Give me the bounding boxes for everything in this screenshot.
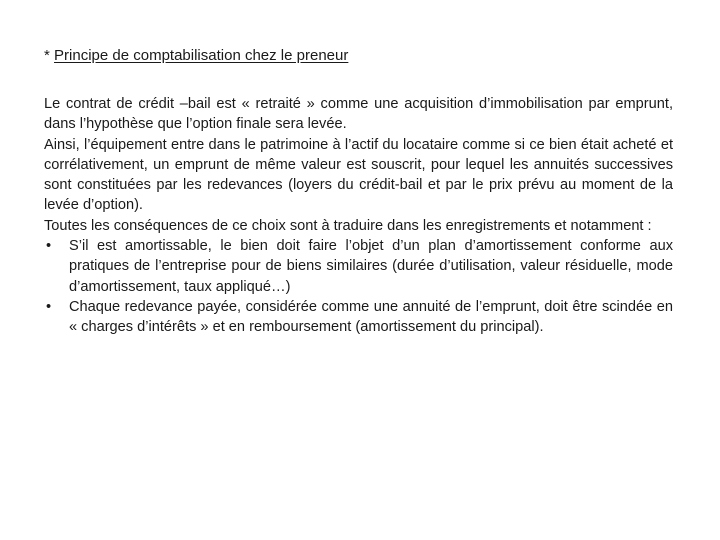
bullet-text: S’il est amortissable, le bien doit faire l’objet d’un plan d’amortissement conforme aux pratiques de l’entreprise pour de biens similaires (durée d’utilisation, valeur résiduelle, mode d’amortissement, taux appliqué…)	[69, 238, 673, 295]
bullet-item-amortissement	[44, 236, 673, 297]
paragraph-consequences: Toutes les conséquences de ce choix sont à traduire dans les enregistrements et notamment :	[44, 217, 652, 234]
section-heading	[44, 46, 348, 66]
bullet-item-redevance	[44, 297, 673, 338]
bullet-list	[44, 236, 673, 337]
bullet-icon: •	[46, 238, 52, 255]
bullet-icon: •	[46, 298, 52, 315]
body-text	[44, 94, 673, 338]
paragraph-equipement: Ainsi, l’équipement entre dans le patrimoine à l’actif du locataire comme si ce bien était acheté et corrélativement, un emprunt de même valeur est souscrit, pour lequel les annuités successives sont constituées par les redevances (loyers du crédit-bail et par le prix prévu au moment de la levée d’option).	[44, 136, 673, 214]
heading-marker: *	[44, 47, 55, 64]
bullet-text: Chaque redevance payée, considérée comme une annuité de l’emprunt, doit être scindée en « charges d’intérêts » et en remboursement (amortissement du principal).	[69, 298, 673, 336]
paragraph-retraitement: Le contrat de crédit –bail est « retraité » comme une acquisition d’immobilisation par emprunt, dans l’hypothèse que l’option finale sera levée.	[44, 96, 673, 133]
heading-title: Principe de comptabilisation chez le preneur	[54, 47, 349, 64]
